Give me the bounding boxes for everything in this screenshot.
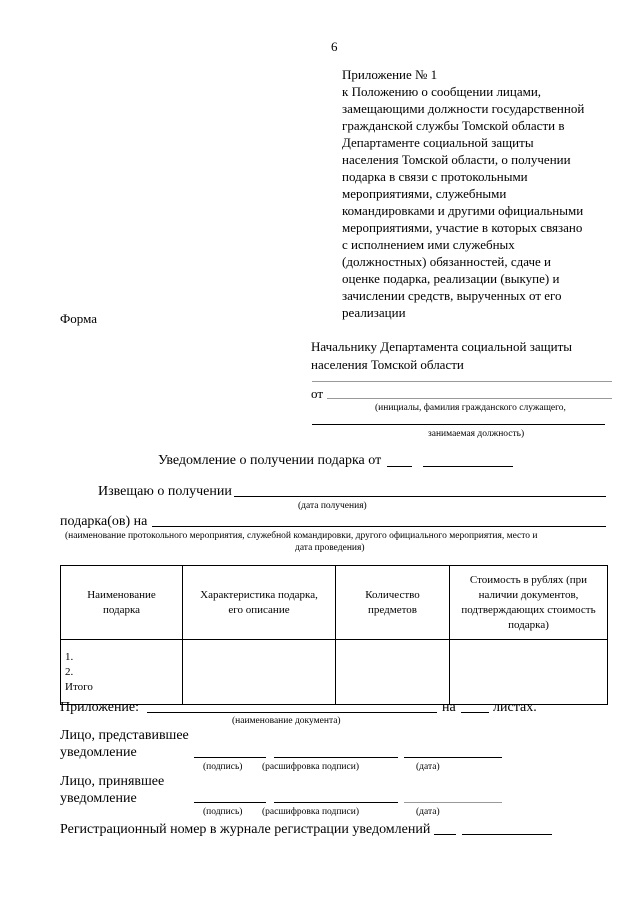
from-hint: (инициалы, фамилия гражданского служащего, (375, 403, 566, 413)
submitter-label-line-2: уведомление (60, 745, 137, 760)
receiver-label-line-2: уведомление (60, 791, 137, 806)
gifts-table (60, 565, 608, 705)
position-hint: занимаемая должность) (428, 429, 525, 439)
receiver-date-hint: (дата) (416, 807, 440, 817)
attachment-field[interactable] (147, 712, 437, 713)
receipt-date-field[interactable] (234, 496, 606, 497)
gift-cost-cell[interactable] (450, 640, 608, 705)
header-text: Стоимость в рублях (при (469, 573, 588, 586)
appendix-note (342, 66, 584, 321)
receiver-date-field[interactable] (404, 802, 502, 803)
submitter-date-hint: (дата) (416, 762, 440, 772)
appendix-line: мероприятиями, участие в которых связано (342, 220, 583, 235)
header-gift-name (61, 566, 183, 640)
header-text: наличии документов, (478, 588, 579, 601)
attachment-hint: (наименование документа) (232, 716, 341, 726)
table-row (61, 640, 608, 705)
title-date-field[interactable] (423, 466, 513, 467)
submitter-decode-hint: (расшифровка подписи) (262, 762, 359, 772)
header-text: подарка) (508, 618, 549, 631)
appendix-line: населения Томской области, о получении (342, 152, 571, 167)
addressee-line-1: Начальнику Департамента социальной защиты (311, 339, 572, 354)
header-cost (450, 566, 608, 640)
addressee-blank-line[interactable] (312, 381, 612, 382)
event-hint-line-2: дата проведения) (295, 543, 365, 553)
appendix-line: зачислении средств, вырученных от его (342, 288, 562, 303)
event-hint-line-1: (наименование протокольного мероприятия, служебной командировки, другого официального мероприятия, место и (65, 531, 538, 541)
receiver-decode-hint: (расшифровка подписи) (262, 807, 359, 817)
appendix-line: командировками и другими официальными (342, 203, 584, 218)
notify-label: Извещаю о получении (98, 484, 232, 499)
submitter-date-field[interactable] (404, 757, 502, 758)
submitter-signature-field[interactable] (194, 757, 266, 758)
attachment-on-label: на (442, 700, 456, 715)
title-from-field[interactable] (387, 466, 412, 467)
appendix-line: Департаменте социальной защиты (342, 135, 534, 150)
registration-label: Регистрационный номер в журнале регистрации уведомлений (60, 822, 431, 837)
attachment-sheets-label: листах. (493, 700, 537, 715)
header-text: его описание (228, 603, 290, 616)
gift-on-label: подарка(ов) на (60, 514, 148, 529)
registration-number-field[interactable] (434, 834, 456, 835)
receiver-signature-field[interactable] (194, 802, 266, 803)
appendix-line: с исполнением ими служебных (342, 237, 515, 252)
registration-date-field[interactable] (462, 834, 552, 835)
row-label: 1. (65, 651, 74, 663)
appendix-line: реализации (342, 305, 406, 320)
row-label: Итого (65, 681, 93, 693)
header-text: подарка (102, 603, 141, 616)
sheets-count-field[interactable] (461, 712, 489, 713)
from-label: от (311, 386, 324, 401)
header-text: Количество (365, 588, 420, 601)
row-label: 2. (65, 666, 74, 678)
header-quantity (336, 566, 450, 640)
event-field[interactable] (152, 526, 606, 527)
appendix-line: мероприятиями, служебными (342, 186, 507, 201)
page-number: 6 (331, 39, 338, 54)
header-gift-description (183, 566, 336, 640)
submitter-decode-field[interactable] (274, 757, 398, 758)
appendix-line: (должностных) обязанностей, сдаче и (342, 254, 551, 269)
appendix-line: гражданской службы Томской области в (342, 118, 565, 133)
submitter-signature-hint: (подпись) (203, 762, 243, 772)
receiver-signature-hint: (подпись) (203, 807, 243, 817)
receiver-label-line-1: Лицо, принявшее (60, 774, 165, 789)
appendix-line: к Положению о сообщении лицами, (342, 84, 542, 99)
appendix-line: оценке подарка, реализации (выкупе) и (342, 271, 560, 286)
header-text: подтверждающих стоимость (461, 603, 596, 616)
appendix-line: Приложение № 1 (342, 67, 438, 82)
receipt-date-hint: (дата получения) (298, 501, 367, 511)
notification-title: Уведомление о получении подарка от (158, 453, 382, 468)
appendix-line: замещающими должности государственной (342, 101, 585, 116)
receiver-decode-field[interactable] (274, 802, 398, 803)
header-text: предметов (368, 603, 417, 616)
submitter-label-line-1: Лицо, представившее (60, 728, 189, 743)
form-label: Форма (60, 311, 97, 326)
table-header-row (61, 566, 608, 640)
header-text: Наименование (87, 588, 156, 601)
gift-names-cell[interactable] (61, 640, 183, 705)
attachment-label: Приложение: (60, 700, 140, 715)
addressee-line-2: населения Томской области (311, 357, 464, 372)
from-name-field[interactable] (327, 398, 612, 399)
gift-description-cell[interactable] (183, 640, 336, 705)
header-text: Характеристика подарка, (200, 588, 318, 601)
position-field[interactable] (312, 424, 605, 425)
appendix-line: подарка в связи с протокольными (342, 169, 528, 184)
gift-quantity-cell[interactable] (336, 640, 450, 705)
